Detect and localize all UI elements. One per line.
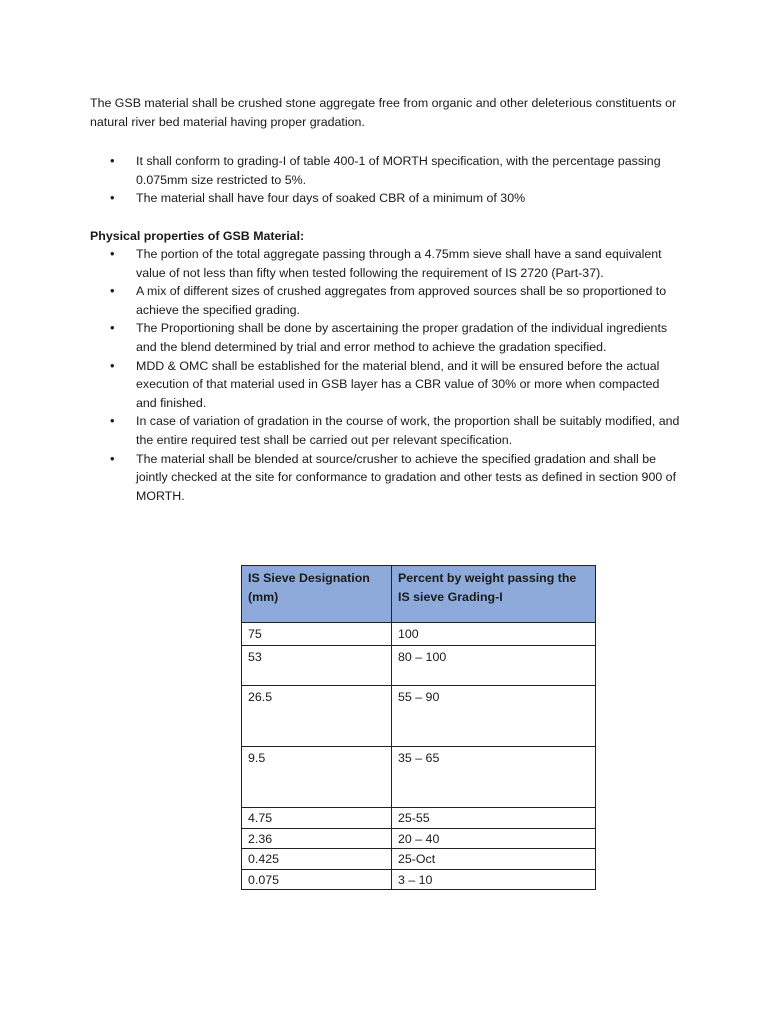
list-item: • The material shall be blended at source/crusher to achieve the specified gradation and shall be jointly checked at the site for conformance to gradation and other tests as defined in section 900 of MORTH. bbox=[90, 450, 680, 506]
percent-passing-cell: 3 – 10 bbox=[392, 869, 596, 890]
table-row bbox=[242, 747, 596, 808]
table-row bbox=[242, 686, 596, 747]
table-row bbox=[242, 828, 596, 849]
list-item: • MDD & OMC shall be established for the material blend, and it will be ensured before the actual execution of that material used in GSB layer has a CBR value of 30% or more when compacted and finished. bbox=[90, 357, 680, 413]
percent-passing-cell: 25-55 bbox=[392, 808, 596, 829]
percent-passing-cell: 55 – 90 bbox=[392, 686, 596, 747]
percent-passing-cell: 25-Oct bbox=[392, 849, 596, 870]
grading-bullet-list bbox=[90, 152, 680, 208]
sieve-size-cell: 75 bbox=[242, 623, 392, 646]
percent-passing-cell: 35 – 65 bbox=[392, 747, 596, 808]
table-row bbox=[242, 869, 596, 890]
header-sieve-designation: IS Sieve Designation (mm) bbox=[242, 566, 392, 623]
percent-passing-cell: 100 bbox=[392, 623, 596, 646]
sieve-size-cell: 4.75 bbox=[242, 808, 392, 829]
section-heading: Physical properties of GSB Material: bbox=[90, 229, 305, 243]
sieve-size-cell: 9.5 bbox=[242, 747, 392, 808]
header-percent-passing: Percent by weight passing the IS sieve Grading-I bbox=[392, 566, 596, 623]
intro-paragraph: The GSB material shall be crushed stone aggregate free from organic and other deleterious constituents or natural river bed material having proper gradation. bbox=[90, 96, 677, 129]
list-item: • The Proportioning shall be done by ascertaining the proper gradation of the individual ingredients and the blend determined by trial and error method to achieve the gradation specified. bbox=[90, 319, 680, 356]
table-row bbox=[242, 808, 596, 829]
table-row bbox=[242, 849, 596, 870]
sieve-size-cell: 53 bbox=[242, 646, 392, 686]
grading-table bbox=[241, 565, 596, 890]
sieve-size-cell: 0.425 bbox=[242, 849, 392, 870]
sieve-size-cell: 2.36 bbox=[242, 828, 392, 849]
list-item: • In case of variation of gradation in the course of work, the proportion shall be suitably modified, and the entire required test shall be carried out per relevant specification. bbox=[90, 412, 680, 449]
table-row bbox=[242, 646, 596, 686]
list-item: • A mix of different sizes of crushed aggregates from approved sources shall be so proportioned to achieve the specified grading. bbox=[90, 282, 680, 319]
list-item: • The material shall have four days of soaked CBR of a minimum of 30% bbox=[90, 189, 680, 208]
sieve-size-cell: 0.075 bbox=[242, 869, 392, 890]
list-item: • It shall conform to grading-I of table 400-1 of MORTH specification, with the percentage passing 0.075mm size restricted to 5%. bbox=[90, 152, 680, 189]
properties-bullet-list bbox=[90, 245, 680, 505]
table-header-row bbox=[242, 566, 596, 623]
table-row bbox=[242, 623, 596, 646]
list-item: • The portion of the total aggregate passing through a 4.75mm sieve shall have a sand equivalent value of not less than fifty when tested following the requirement of IS 2720 (Part-37). bbox=[90, 245, 680, 282]
percent-passing-cell: 20 – 40 bbox=[392, 828, 596, 849]
percent-passing-cell: 80 – 100 bbox=[392, 646, 596, 686]
sieve-size-cell: 26.5 bbox=[242, 686, 392, 747]
